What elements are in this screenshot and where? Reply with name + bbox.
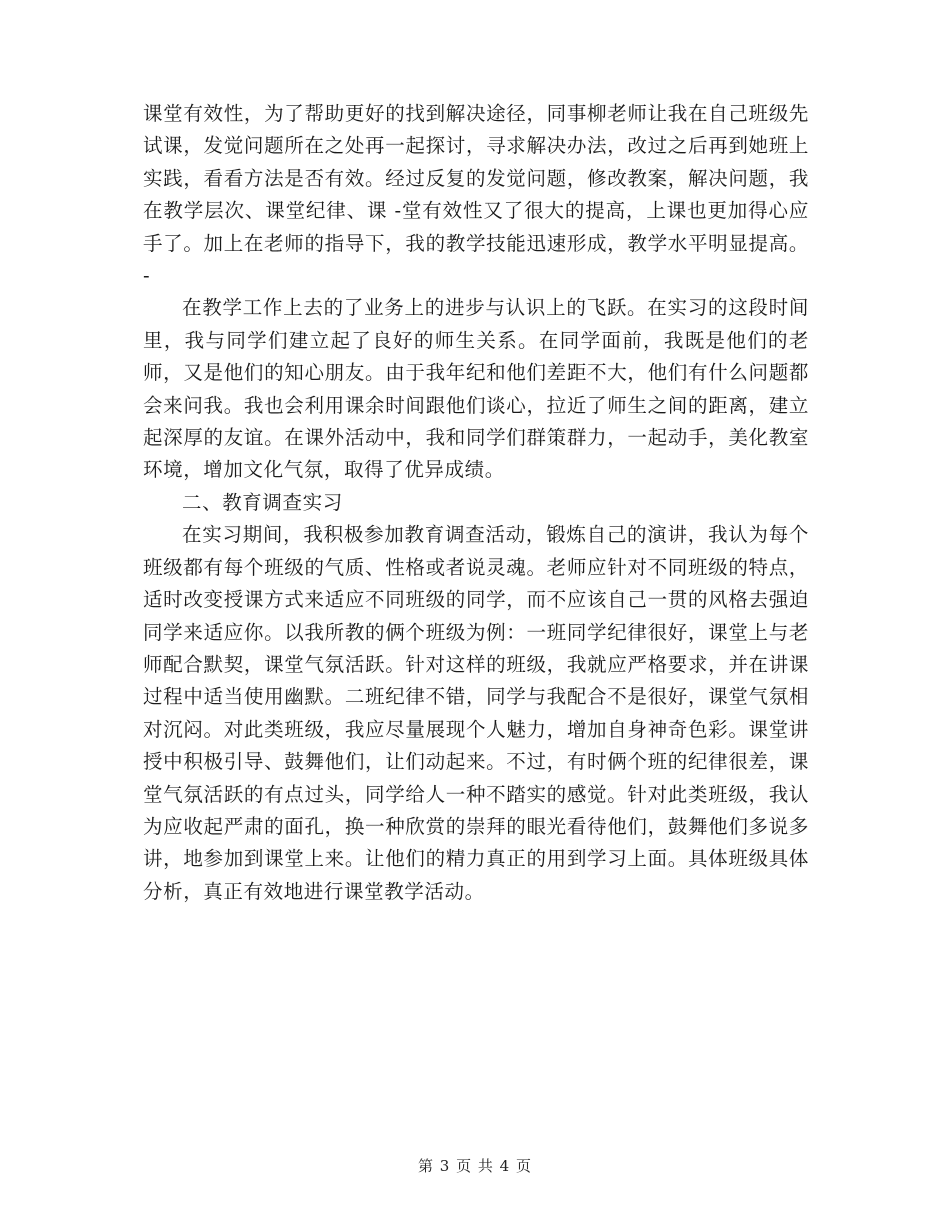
paragraph-education-survey: 在实习期间，我积极参加教育调查活动，锻炼自己的演讲，我认为每个班级都有每个班级的气质、性格或者说灵魂。老师应针对不同班级的特点，适时改变授课方式来适应不同班级的同学，而不应该自己一贯的风格去强迫同学来适应你。以我所教的俩个班级为例：一班同学纪律很好，课堂上与老师配合默契，课堂气氛活跃。针对这样的班级，我就应严格要求，并在讲课过程中适当使用幽默。二班纪律不错，同学与我配合不是很好，课堂气氛相对沉闷。对此类班级，我应尽量展现个人魅力，增加自身神奇色彩。课堂讲授中积极引导、鼓舞他们，让们动起来。不过，有时俩个班的纪律很差，课堂气氛活跃的有点过头，同学给人一种不踏实的感觉。针对此类班级，我认为应收起严肃的面孔，换一种欣赏的崇拜的眼光看待他们，鼓舞他们多说多讲，地参加到课堂上来。让他们的精力真正的用到学习上面。具体班级具体分析，真正有效地进行课堂教学活动。 [143, 523, 809, 903]
section-heading-education-survey: 二、教育调查实习 [182, 490, 343, 514]
document-body [143, 98, 809, 908]
page-number-footer: 第 3 页 共 4 页 [418, 1157, 532, 1175]
paragraph-continued: 课堂有效性，为了帮助更好的找到解决途径，同事柳老师让我在自己班级先试课，发觉问题所在之处再一起探讨，寻求解决办法，改过之后再到她班上实践，看看方法是否有效。经过反复的发觉问题，修改教案，解决问题，我在教学层次、课堂纪律、课 -堂有效性又了很大的提高，上课也更加得心应手了。加上在老师的指导下，我的教学技能迅速形成，教学水平明显提高。 - [143, 102, 810, 288]
paragraph-teaching-progress: 在教学工作上去的了业务上的进步与认识上的飞跃。在实习的这段时间里，我与同学们建立起了良好的师生关系。在同学面前，我既是他们的老师，又是他们的知心朋友。由于我年纪和他们差距不大，他们有什么问题都会来问我。我也会利用课余时间跟他们谈心，拉近了师生之间的距离，建立起深厚的友谊。在课外活动中，我和同学们群策群力，一起动手，美化教室环境，增加文化气氛，取得了优异成绩。 [143, 296, 809, 482]
